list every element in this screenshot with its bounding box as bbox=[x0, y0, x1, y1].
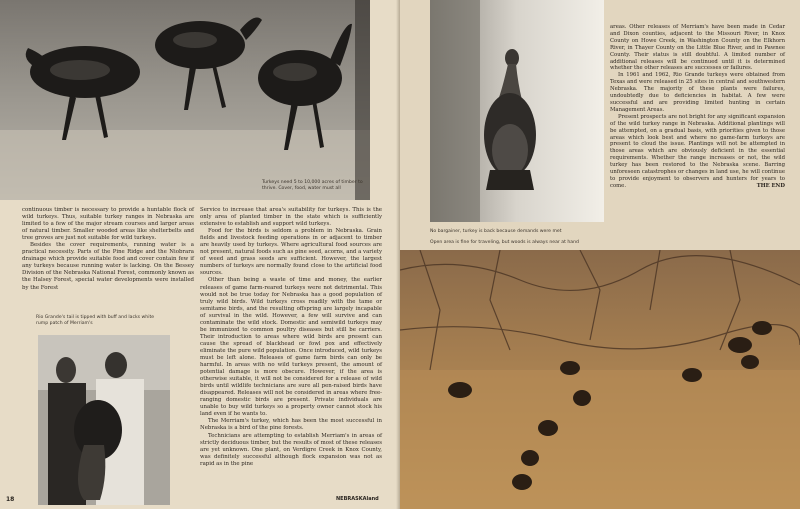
paragraph: Service to increase that area's suitability for turkeys. This is the only area of planted timber in the state which is sufficiently extensive to establish and support wild turkeys. bbox=[200, 207, 382, 228]
turkeys-flock-photo bbox=[0, 0, 370, 200]
bottom-photo-caption: Rio Grande's tail is tipped with buff and lacks white rump patch of Merriam's bbox=[36, 315, 155, 326]
single-turkey-photo bbox=[430, 0, 604, 222]
the-end-line bbox=[610, 183, 785, 190]
paragraph: continuous timber is necessary to provide a huntable flock of wild turkeys. Thus, suitable turkey ranges in Nebraska are limited to a few of the major stream courses and larger areas of natural timber. Smaller wooded areas like shelterbelts and tree groves are just not suitable for wild turkeys. bbox=[22, 207, 194, 242]
paragraph: The Merriam's turkey, which has been the most successful in Nebraska is a bird of the pine forests. bbox=[200, 418, 382, 432]
magazine-title: NEBRASKAland bbox=[336, 496, 379, 502]
paragraph: In 1961 and 1962, Rio Grande turkeys were obtained from Texas and were released in 25 sites in central and southwestern Nebraska. The majority of these plants were failures, undoubtedly due to deficiencies in habitat. A few were successful and are providing limited hunting in certain Management Areas. bbox=[610, 72, 785, 113]
paragraph: areas. Other releases of Merriam's have been made in Cedar and Dixon counties, adjacent to the Missouri River, in Knox County on Howe Creek, in Washington County on the Elkhorn River, in Thayer County on the Little Blue River, and in Pawnee County. Their status is still doubtful. A limited number of additional releases will be continued until it is determined whether the other releases are successes or failures. bbox=[610, 24, 785, 72]
right-page bbox=[400, 0, 800, 509]
men-with-turkey-photo bbox=[38, 335, 170, 505]
right-bottom-photo-caption: Open area is fine for traveling, but woods is always near at hand bbox=[430, 240, 579, 245]
right-top-photo-caption: No bargainer, turkey is back because demands were met bbox=[430, 229, 562, 234]
turkeys-field-photo bbox=[400, 250, 800, 509]
left-column-2 bbox=[200, 207, 382, 468]
paragraph: Besides the cover requirements, running water is a practical necessity. Parts of the Pine Ridge and the Niobrara drainage which provide suitable food and cover contain few if any turkeys because running water is lacking. On the Bessey Division of the Nebraska National Forest, commonly known as the Halsey Forest, special water developments were installed by the Forest bbox=[22, 242, 194, 291]
paragraph: Other than being a waste of time and money, the earlier releases of game farm-reared turkeys were not detrimental. This would not be true today for Nebraska has a good population of truly wild birds. Wild turkeys cross readily with the tame or semitame birds, and the resulting offspring are largely incapable of survival in the wild. However, a few will survive and can contaminate the wild stock. Domestic and semiwild turkeys may be immunized to common poultry diseases but still be carriers. Their introduction to areas where wild birds are present can cause the spread of blackhead or fowl pox and effectively eliminate the pure wild population. Once introduced, wild turkeys must be left alone. Releases of game farm birds can only be harmful. In areas with no wild turkeys present, the amount of potential damage is more obscure. However, if the area is otherwise suitable, it will not be considered for a release of wild birds until wildlife technicians are sure all pen-raised birds have disappeared. Releases will not be considered in areas where free-ranging domestic birds are present. Private individuals are unable to buy wild turkeys so a property owner cannot stock his land even if he wants to. bbox=[200, 277, 382, 418]
the-end: THE END bbox=[756, 182, 785, 189]
top-photo-caption: Turkeys need 5 to 10,000 acres of timber to thrive. Cover, food, water must all bbox=[262, 180, 363, 191]
left-column-1 bbox=[22, 207, 194, 292]
page-number: 18 bbox=[6, 496, 15, 503]
right-column bbox=[610, 24, 785, 190]
paragraph: Present prospects are not bright for any significant expansion of the wild turkey range in Nebraska. Additional plantings will be attempted, on a gradual basis, with priorities given to those areas which look best and where no game-farm turkeys are present to cloud the issue. Plantings will not be attempted in those areas which are obviously deficient in the essential requirements. Whether the range increases or not, the wild turkey has been restored to the Nebraska scene. Barring unforeseen catastrophes or changes in land use, he will continue to provide enjoyment to observers and hunters for years to come. bbox=[610, 113, 785, 189]
paragraph: Technicians are attempting to establish Merriam's in areas of strictly deciduous timber, but the results of most of these releases are yet unknown. One plant, on Verdigre Creek in Knox County, was definitely successful although flock expansion was not as rapid as in the pine bbox=[200, 432, 382, 467]
paragraph: Food for the birds is seldom a problem in Nebraska. Grain fields and livestock feeding operations in or adjacent to timber are heavily used by turkeys. Where agricultural food sources are not present, natural foods such as pine seed, acorns, and a variety of weed and grass seeds are sufficient. However, the largest numbers of turkeys are normally found close to the artificial food sources. bbox=[200, 228, 382, 277]
